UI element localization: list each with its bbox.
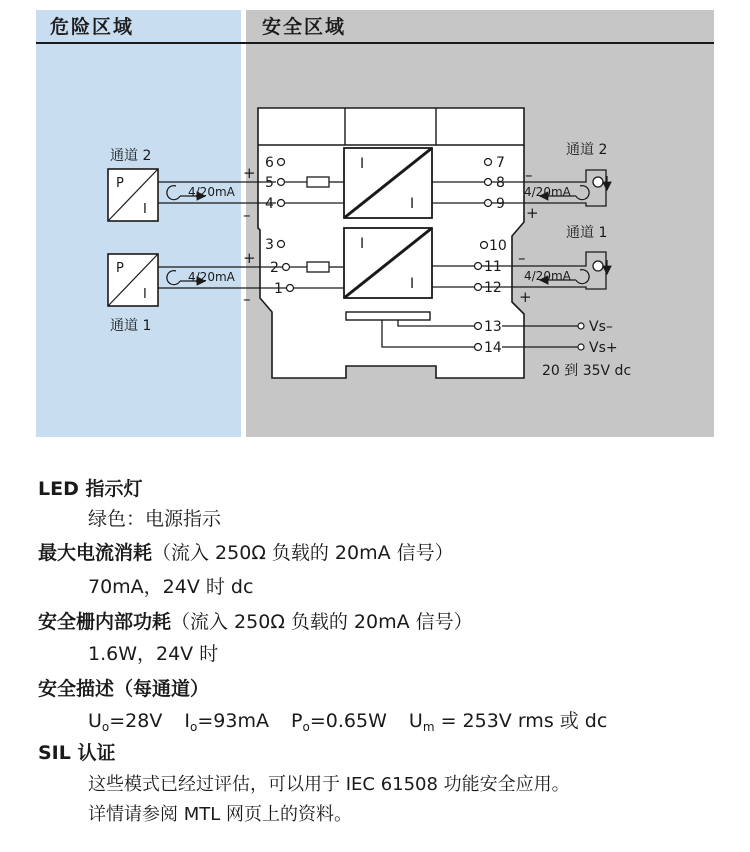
- safe-ch1-current: 4/20mA: [524, 269, 571, 283]
- sil-title: SIL 认证: [38, 742, 116, 764]
- svg-text:2: 2: [270, 260, 279, 276]
- field-ch1-current: 4/20mA: [188, 270, 235, 284]
- svg-text:–: –: [243, 290, 251, 308]
- svg-text:12: 12: [484, 280, 502, 296]
- led-text: 绿色：电源指示: [88, 508, 222, 530]
- spec-max-current: [38, 542, 454, 598]
- spec-safety: [38, 678, 607, 738]
- max-current-value: 70mA，24V 时 dc: [88, 576, 254, 598]
- vs-minus-label: Vs–: [589, 319, 613, 335]
- sil-line-2: 详情请参阅 MTL 网页上的资料。: [88, 804, 352, 825]
- svg-text:6: 6: [265, 155, 274, 171]
- max-current-cond: （流入 250Ω 负载的 20mA 信号）: [152, 542, 454, 564]
- dissipation-value: 1.6W，24V 时: [88, 643, 219, 665]
- svg-text:I: I: [360, 156, 365, 172]
- svg-text:9: 9: [496, 196, 505, 212]
- svg-text:8: 8: [496, 175, 505, 191]
- svg-text:I: I: [410, 276, 415, 292]
- svg-text:+: +: [243, 164, 256, 182]
- svg-text:+: +: [519, 288, 532, 306]
- svg-text:+: +: [526, 204, 539, 222]
- svg-text:–: –: [518, 249, 526, 267]
- svg-text:3: 3: [265, 237, 274, 253]
- field-ch2-current: 4/20mA: [188, 185, 235, 199]
- safe-ch1-label: 通道 1: [566, 225, 608, 241]
- led-title: LED 指示灯: [38, 478, 143, 500]
- svg-text:I: I: [410, 196, 415, 212]
- power-bar: [346, 312, 430, 320]
- svg-text:14: 14: [484, 340, 502, 356]
- sil-line-1: 这些模式已经过评估，可以用于 IEC 61508 功能安全应用。: [88, 774, 570, 795]
- field-ch2-label: 通道 2: [110, 148, 152, 164]
- svg-text:7: 7: [496, 155, 505, 171]
- svg-text:11: 11: [484, 259, 502, 275]
- svg-text:13: 13: [484, 319, 502, 335]
- safe-ch2-current: 4/20mA: [524, 185, 571, 199]
- svg-text:P: P: [116, 176, 124, 191]
- vs-plus-label: Vs+: [589, 340, 618, 356]
- spec-led: [38, 478, 221, 530]
- hazardous-area-title: 危险区域: [50, 16, 135, 38]
- max-current-title: 最大电流消耗: [38, 542, 153, 564]
- svg-text:P: P: [116, 261, 124, 276]
- svg-text:–: –: [525, 166, 533, 184]
- safe-area-title: 安全区域: [262, 16, 347, 38]
- supply-voltage-label: 20 到 35V dc: [542, 363, 632, 379]
- svg-text:–: –: [243, 206, 251, 224]
- svg-text:5: 5: [265, 175, 274, 191]
- dissipation-cond: （流入 250Ω 负载的 20mA 信号）: [171, 611, 473, 633]
- spec-sil: [38, 742, 570, 826]
- svg-text:1: 1: [274, 281, 283, 297]
- field-ch1-label: 通道 1: [110, 318, 152, 334]
- svg-text:I: I: [143, 202, 147, 217]
- spec-dissipation: [38, 611, 473, 665]
- safety-title: 安全描述（每通道）: [38, 678, 210, 700]
- svg-text:I: I: [360, 236, 365, 252]
- dissipation-title: 安全栅内部功耗: [38, 611, 172, 633]
- safety-values: $U_o=28V$ $I_o=93mA$ $P_o=0.65W$ $U_m = 253V$ rms 或 dc: [88, 710, 608, 734]
- svg-text:I: I: [143, 287, 147, 302]
- svg-text:10: 10: [489, 238, 507, 254]
- safe-ch2-label: 通道 2: [566, 142, 608, 158]
- svg-text:4: 4: [265, 196, 274, 212]
- svg-text:+: +: [243, 249, 256, 267]
